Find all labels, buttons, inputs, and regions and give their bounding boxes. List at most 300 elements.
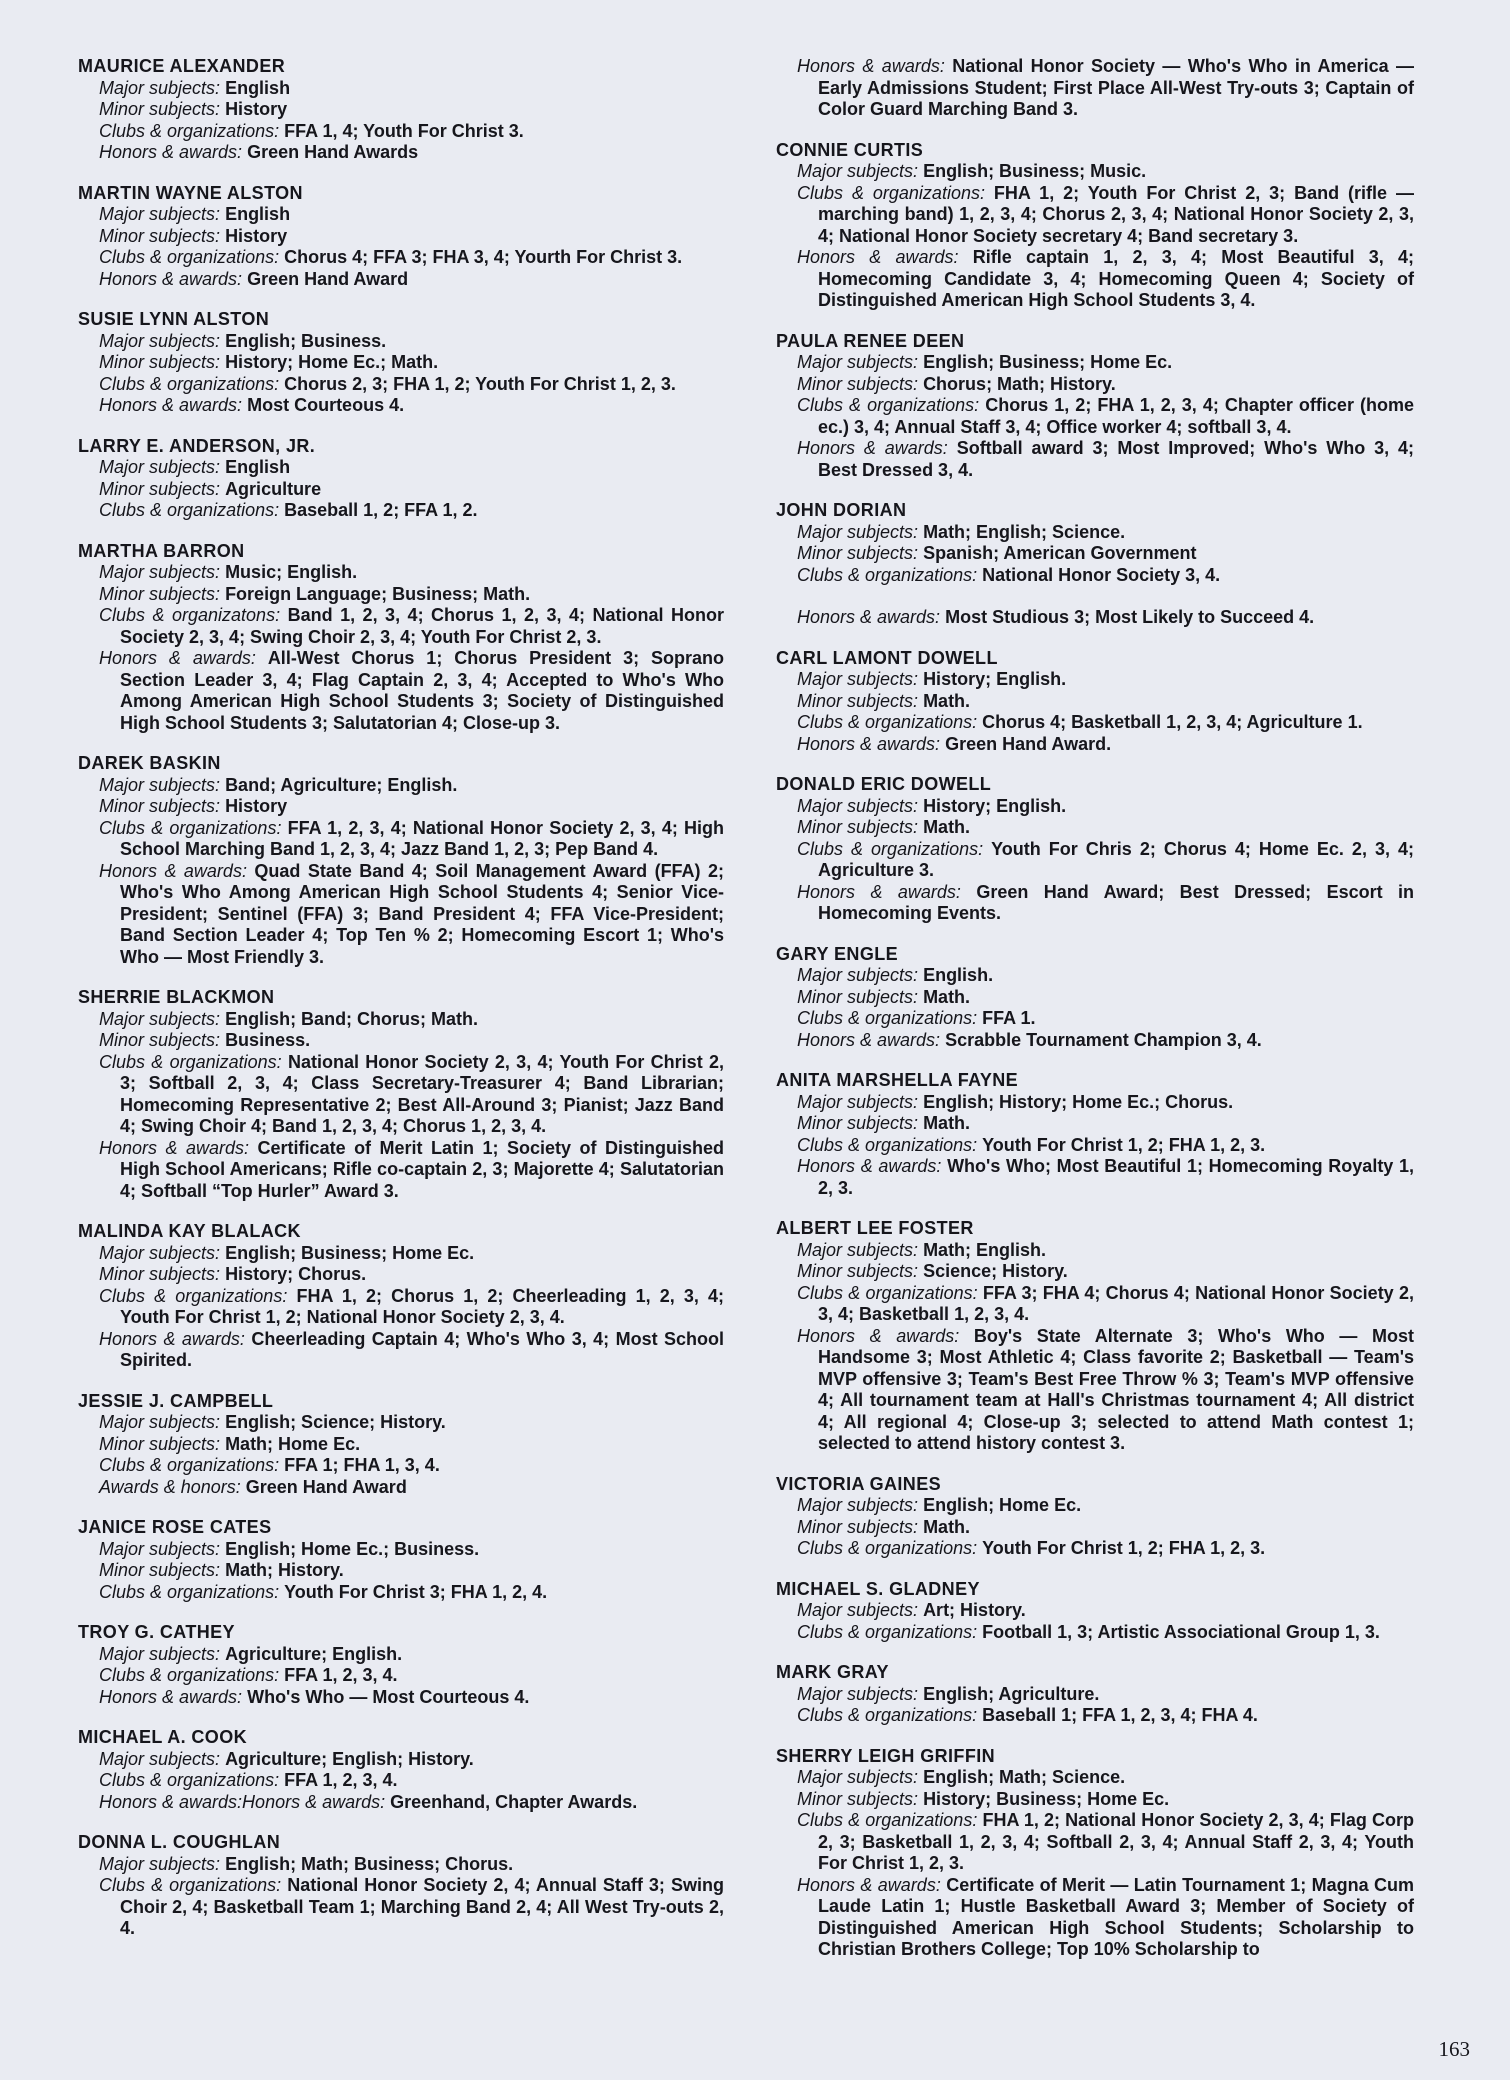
- field-line: [78, 99, 724, 121]
- field-line: [78, 1665, 724, 1687]
- field-line: [776, 1875, 1414, 1961]
- field-line: [776, 987, 1414, 1009]
- page-number: 163: [1438, 2037, 1470, 2061]
- field-value: English: [225, 77, 291, 98]
- field-value: English: [225, 204, 291, 224]
- field-label: Major subjects:: [99, 1538, 221, 1559]
- field-value: Foreign Language; Business; Math.: [225, 583, 531, 604]
- field-label: Minor subjects:: [797, 1113, 919, 1133]
- field-line: [78, 500, 724, 522]
- field-label: Honors & awards:: [797, 1029, 941, 1050]
- student-name: ALBERT LEE FOSTER: [776, 1218, 974, 1238]
- field-value: Chorus 1, 2; FHA 1, 2, 3, 4; Chapter officer (home ec.) 3, 4; Annual Staff 3, 4; Office worker 4; softball 3, 4.: [818, 395, 1414, 437]
- student-entry-donna-l-coughlan: [78, 1832, 724, 1940]
- field-value: English: [225, 457, 291, 477]
- field-line: [78, 1243, 724, 1265]
- field-line: [776, 1113, 1414, 1135]
- field-value: English; Business; Music.: [923, 161, 1147, 181]
- field-line: [776, 565, 1414, 587]
- field-value: Most Courteous 4.: [247, 395, 405, 415]
- field-label: Clubs & organizations:: [99, 817, 282, 838]
- field-line: [776, 395, 1414, 438]
- field-line: [78, 226, 724, 248]
- student-name: MARTHA BARRON: [78, 540, 245, 561]
- field-value: History; Business; Home Ec.: [923, 1788, 1170, 1809]
- field-line: [776, 691, 1414, 713]
- field-label: Clubs & organizations:: [99, 247, 280, 267]
- field-value: Agriculture; English; History.: [225, 1748, 474, 1769]
- field-label: Clubs & organizations:: [797, 1621, 978, 1642]
- student-name: CARL LAMONT DOWELL: [776, 647, 998, 668]
- field-label: Honors & awards:: [797, 247, 959, 267]
- field-line: [776, 1600, 1414, 1622]
- field-label: Minor subjects:: [99, 99, 221, 119]
- field-line: [78, 457, 724, 479]
- field-value: Green Hand Awards: [247, 142, 419, 162]
- field-line: [78, 1539, 724, 1561]
- field-value: English; Agriculture.: [923, 1683, 1100, 1704]
- field-label: Honors & awards:: [797, 438, 948, 458]
- field-line: [78, 584, 724, 606]
- field-label: Major subjects:: [797, 1683, 919, 1704]
- field-value: Science; History.: [923, 1261, 1068, 1281]
- student-entry-troy-g-cathey: [78, 1622, 724, 1708]
- student-entry-malinda-kay-blalack: [78, 1221, 724, 1372]
- student-name: MARK GRAY: [776, 1662, 889, 1682]
- field-value: English; Home Ec.; Business.: [225, 1538, 480, 1559]
- field-value: Music; English.: [225, 562, 358, 582]
- field-line: [776, 1622, 1414, 1644]
- field-label: Honors & awards:: [99, 395, 243, 415]
- field-value: Softball award 3; Most Improved; Who's Who 3, 4; Best Dressed 3, 4.: [818, 438, 1414, 480]
- left-column: [78, 0, 724, 1959]
- field-value: Math.: [923, 817, 971, 837]
- field-label: Clubs & organizations:: [797, 1705, 978, 1725]
- student-name: SHERRIE BLACKMON: [78, 987, 275, 1007]
- field-label: Clubs & organizations:: [99, 500, 280, 520]
- field-line: [78, 1582, 724, 1604]
- field-label: Clubs & organizations:: [797, 564, 978, 585]
- field-label: Minor subjects:: [797, 1516, 919, 1537]
- field-label: Major subjects:: [99, 1748, 221, 1769]
- field-line: [776, 965, 1414, 987]
- student-entry-carl-lamont-dowell: [776, 648, 1414, 756]
- field-value: FFA 1.: [982, 1008, 1036, 1028]
- field-value: Math.: [923, 1113, 971, 1133]
- field-label: Honors & awards:: [797, 1156, 942, 1176]
- field-line: [776, 374, 1414, 396]
- field-label: Major subjects:: [99, 1008, 221, 1029]
- field-value: English; Science; History.: [225, 1412, 446, 1432]
- field-value: History; English.: [923, 795, 1067, 816]
- field-line: [78, 861, 724, 969]
- field-label: Clubs & organizations:: [797, 1282, 978, 1303]
- field-line: [776, 1135, 1414, 1157]
- field-value: Youth For Christ 3; FHA 1, 2, 4.: [284, 1581, 548, 1602]
- student-name: JOHN DORIAN: [776, 500, 907, 520]
- field-label: Honors & awards:Honors & awards:: [99, 1791, 386, 1812]
- field-label: Minor subjects:: [99, 225, 221, 246]
- field-label: Minor subjects:: [99, 583, 221, 604]
- field-label: Honors & awards:: [797, 1325, 960, 1346]
- field-value: History; English.: [923, 669, 1067, 689]
- student-name: CONNIE CURTIS: [776, 139, 924, 160]
- field-line: [78, 1434, 724, 1456]
- field-line: [776, 669, 1414, 691]
- field-line: [776, 1517, 1414, 1539]
- field-line: [776, 1684, 1414, 1706]
- field-label: Clubs & organizations:: [99, 1455, 280, 1475]
- field-line: [78, 1875, 724, 1940]
- field-label: Minor subjects:: [797, 986, 919, 1007]
- field-line: [78, 648, 724, 734]
- field-line: [776, 247, 1414, 312]
- field-line: [776, 839, 1414, 882]
- field-value: English; History; Home Ec.; Chorus.: [923, 1091, 1234, 1112]
- field-label: Major subjects:: [99, 562, 221, 582]
- field-label: Honors & awards:: [797, 1874, 941, 1895]
- student-name: GARY ENGLE: [776, 943, 899, 964]
- student-name: MICHAEL S. GLADNEY: [776, 1578, 980, 1599]
- field-value: English; Band; Chorus; Math.: [225, 1008, 479, 1029]
- field-line: [78, 1560, 724, 1582]
- field-line: [776, 1705, 1414, 1727]
- student-entry-connie-curtis: [776, 140, 1414, 312]
- field-label: Major subjects:: [99, 1853, 221, 1874]
- student-entry-martha-barron: [78, 541, 724, 735]
- field-line: [78, 395, 724, 417]
- field-label: Minor subjects:: [797, 1788, 919, 1809]
- field-label: Major subjects:: [99, 774, 221, 795]
- student-entry-michael-s-gladney: [776, 1579, 1414, 1644]
- field-label: Major subjects:: [797, 965, 919, 985]
- field-value: Scrabble Tournament Champion 3, 4.: [945, 1029, 1262, 1050]
- field-label: Major subjects:: [797, 161, 919, 181]
- field-label: Clubs & organizatons:: [99, 605, 281, 625]
- field-line: [776, 352, 1414, 374]
- field-label: Clubs & organizations:: [797, 182, 985, 203]
- field-label: Major subjects:: [99, 330, 221, 351]
- field-label: Minor subjects:: [797, 690, 919, 711]
- field-label: Honors & awards:: [99, 860, 247, 881]
- student-name: MARTIN WAYNE ALSTON: [78, 182, 303, 203]
- field-value: FHA 1, 2; National Honor Society 2, 3, 4; Flag Corp 2, 3; Basketball 1, 2, 3, 4; Softball 2, 3, 4; Annual Staff 2, 3, 4; Youth For Christ 1, 2, 3.: [818, 1810, 1414, 1873]
- field-value: Rifle captain 1, 2, 3, 4; Most Beautiful 3, 4; Homecoming Candidate 3, 4; Homecoming Queen 4; Society of Distinguished American High School Students 3, 4.: [818, 247, 1414, 310]
- field-line: [78, 562, 724, 584]
- field-line: [776, 1008, 1414, 1030]
- field-label: Minor subjects:: [797, 373, 919, 394]
- field-line: [776, 1156, 1414, 1199]
- field-value: English; Business; Home Ec.: [225, 1242, 475, 1263]
- field-value: Green Hand Award: [247, 268, 409, 289]
- field-label: Major subjects:: [99, 77, 221, 98]
- field-label: Honors & awards:: [797, 56, 945, 76]
- student-name: TROY G. CATHEY: [78, 1622, 235, 1642]
- field-value: FFA 1, 2, 3, 4.: [284, 1665, 398, 1685]
- field-line: [78, 1264, 724, 1286]
- field-line: [776, 56, 1414, 121]
- field-value: Certificate of Merit Latin 1; Society of Distinguished High School Americans; Rifle co-captain 2, 3; Majorette 4; Salutatorian 4; Softball “Top Hurler” Award 3.: [120, 1137, 725, 1201]
- field-line: [78, 269, 724, 291]
- spacer: [776, 586, 1414, 607]
- field-label: Awards & honors:: [99, 1476, 241, 1497]
- field-line: [78, 1455, 724, 1477]
- field-line: [78, 818, 724, 861]
- field-line: [78, 1052, 724, 1138]
- field-label: Major subjects:: [797, 352, 919, 372]
- student-name: JESSIE J. CAMPBELL: [78, 1390, 274, 1411]
- field-label: Minor subjects:: [797, 543, 919, 563]
- field-value: Math; English; Science.: [923, 521, 1126, 542]
- field-value: Green Hand Award: [245, 1476, 407, 1497]
- field-value: Band; Agriculture; English.: [225, 774, 458, 795]
- field-line: [78, 775, 724, 797]
- student-entry-mark-gray: [776, 1662, 1414, 1727]
- field-value: National Honor Society 2, 4; Annual Staff 3; Swing Choir 2, 4; Basketball Team 1; Marching Band 2, 4; All West Try-outs 2, 4.: [120, 1875, 724, 1938]
- field-line: [78, 352, 724, 374]
- student-name: SHERRY LEIGH GRIFFIN: [776, 1745, 996, 1766]
- field-line: [78, 374, 724, 396]
- field-line: [776, 1092, 1414, 1114]
- field-value: English.: [923, 965, 994, 985]
- field-value: Math.: [923, 690, 971, 711]
- field-value: Business.: [225, 1030, 311, 1050]
- field-label: Clubs & organizations:: [99, 120, 280, 141]
- field-label: Clubs & organizations:: [99, 1665, 280, 1685]
- field-label: Major subjects:: [797, 795, 919, 816]
- field-value: FHA 1, 2; Youth For Christ 2, 3; Band (rifle — marching band) 1, 2, 3, 4; Chorus 2, 3, 4; National Honor Society 2, 3, 4; National Honor Society secretary 4; Band secretary 3.: [818, 182, 1414, 246]
- right-column: [776, 0, 1414, 1980]
- field-line: [776, 817, 1414, 839]
- field-value: Chorus 4; FFA 3; FHA 3, 4; Yourth For Christ 3.: [284, 247, 683, 267]
- field-line: [78, 121, 724, 143]
- field-label: Honors & awards:: [99, 1137, 250, 1158]
- field-value: History: [225, 99, 288, 119]
- field-value: Art; History.: [923, 1600, 1026, 1620]
- field-label: Major subjects:: [797, 1600, 919, 1620]
- field-label: Major subjects:: [99, 1643, 221, 1664]
- field-value: National Honor Society 2, 3, 4; Youth For Christ 2, 3; Softball 2, 3, 4; Class Secretary-Treasurer 4; Band Librarian; Homecoming Representative 2; Best All-Around 3; Pianist; Jazz Band 4; Swing Choir 4; Band 1, 2, 3, 4; Chorus 1, 2, 3, 4.: [120, 1051, 724, 1136]
- student-entry-donald-eric-dowell: [776, 774, 1414, 925]
- field-label: Clubs & organizations:: [797, 1810, 978, 1830]
- field-line: [776, 1767, 1414, 1789]
- field-label: Clubs & organizations:: [797, 395, 980, 415]
- student-name: LARRY E. ANDERSON, JR.: [78, 435, 316, 456]
- field-value: English; Math; Science.: [923, 1767, 1126, 1787]
- field-value: Youth For Christ 1, 2; FHA 1, 2, 3.: [982, 1538, 1266, 1558]
- field-value: English; Home Ec.: [923, 1495, 1082, 1515]
- field-value: Chorus 2, 3; FHA 1, 2; Youth For Christ 1, 2, 3.: [284, 373, 676, 394]
- field-line: [776, 1810, 1414, 1875]
- student-entry-sherry-leigh-griffin: [776, 1746, 1414, 1961]
- field-value: Chorus 4; Basketball 1, 2, 3, 4; Agriculture 1.: [982, 712, 1363, 732]
- student-entry-paula-renee-deen: [776, 331, 1414, 482]
- student-name: DONNA L. COUGHLAN: [78, 1832, 281, 1852]
- field-value: Chorus; Math; History.: [923, 373, 1116, 394]
- student-entry-darek-baskin: [78, 753, 724, 968]
- field-value: Math; Home Ec.: [225, 1433, 361, 1454]
- field-line: [776, 1495, 1414, 1517]
- field-label: Honors & awards:: [99, 1686, 243, 1707]
- student-entry-janice-rose-cates: [78, 1517, 724, 1603]
- field-value: Youth For Christ 1, 2; FHA 1, 2, 3.: [982, 1134, 1266, 1155]
- field-line: [78, 1138, 724, 1203]
- field-value: Quad State Band 4; Soil Management Award (FFA) 2; Who's Who Among American High School Students 4; Senior Vice-President; Sentinel (FFA) 3; Band President 4; FFA Vice-President; Band Section Leader 4; Top Ten % 2; Homecoming Escort 1; Who's Who — Most Friendly 3.: [120, 860, 725, 967]
- field-value: History; Home Ec.; Math.: [225, 352, 439, 372]
- field-line: [78, 1854, 724, 1876]
- field-line: [78, 1030, 724, 1052]
- field-label: Clubs & organizations:: [99, 1581, 280, 1602]
- field-label: Clubs & organizations:: [797, 838, 984, 859]
- student-name: DAREK BASKIN: [78, 753, 221, 773]
- field-value: Math.: [923, 986, 971, 1007]
- field-line: [776, 1538, 1414, 1560]
- field-label: Honors & awards:: [99, 648, 256, 668]
- field-value: Who's Who; Most Beautiful 1; Homecoming Royalty 1, 2, 3.: [818, 1156, 1414, 1198]
- field-line: [78, 1749, 724, 1771]
- student-name: ANITA MARSHELLA FAYNE: [776, 1070, 1019, 1090]
- field-value: Green Hand Award.: [945, 733, 1112, 754]
- student-entry-sherrie-blackmon: [78, 987, 724, 1202]
- field-line: [78, 142, 724, 164]
- field-line: [78, 1009, 724, 1031]
- field-label: Major subjects:: [99, 1412, 221, 1432]
- field-line: [776, 522, 1414, 544]
- field-line: [776, 607, 1414, 629]
- field-line: [78, 204, 724, 226]
- field-line: [78, 1687, 724, 1709]
- field-line: [776, 183, 1414, 248]
- field-line: [78, 1477, 724, 1499]
- student-name: DONALD ERIC DOWELL: [776, 774, 992, 794]
- student-name: MICHAEL A. COOK: [78, 1727, 248, 1747]
- student-name: JANICE ROSE CATES: [78, 1517, 272, 1537]
- student-entry-john-dorian: [776, 500, 1414, 629]
- field-line: [776, 734, 1414, 756]
- field-value: Football 1, 3; Artistic Associational Group 1, 3.: [982, 1621, 1380, 1642]
- field-value: English; Math; Business; Chorus.: [225, 1853, 514, 1874]
- continued-entry: [776, 56, 1414, 121]
- field-label: Minor subjects:: [99, 352, 221, 372]
- field-value: Baseball 1; FFA 1, 2, 3, 4; FHA 4.: [982, 1705, 1258, 1725]
- field-label: Honors & awards:: [99, 142, 243, 162]
- field-label: Major subjects:: [797, 521, 919, 542]
- field-label: Clubs & organizations:: [797, 1008, 978, 1028]
- field-line: [776, 796, 1414, 818]
- field-value: FFA 1, 2, 3, 4.: [284, 1770, 398, 1790]
- field-value: Boy's State Alternate 3; Who's Who — Most Handsome 3; Most Athletic 4; Class favorite 2; Basketball — Team's MVP offensive 3; Team's Best Free Throw % 3; Team's MVP offensive 4; All tournament team at Hall's Christmas tournament 4; All district 4; All regional 4; Close-up 3; selected to attend Math contest 1; selected to attend history contest 3.: [818, 1325, 1414, 1453]
- field-label: Major subjects:: [797, 1495, 919, 1515]
- field-label: Major subjects:: [99, 204, 221, 224]
- field-line: [78, 1412, 724, 1434]
- student-entry-martin-wayne-alston: [78, 183, 724, 291]
- field-line: [776, 161, 1414, 183]
- field-line: [78, 1644, 724, 1666]
- field-value: Baseball 1, 2; FFA 1, 2.: [284, 500, 478, 520]
- field-value: Math.: [923, 1516, 971, 1537]
- field-line: [78, 605, 724, 648]
- field-label: Minor subjects:: [99, 1560, 221, 1580]
- field-label: Honors & awards:: [797, 607, 941, 627]
- student-entry-michael-a-cook: [78, 1727, 724, 1813]
- field-line: [776, 1326, 1414, 1455]
- field-line: [78, 1770, 724, 1792]
- field-line: [78, 78, 724, 100]
- field-value: Agriculture; English.: [225, 1643, 403, 1664]
- field-line: [78, 479, 724, 501]
- field-label: Clubs & organizations:: [99, 1051, 282, 1072]
- field-label: Major subjects:: [797, 1767, 919, 1787]
- field-label: Minor subjects:: [797, 817, 919, 837]
- field-value: Who's Who — Most Courteous 4.: [247, 1686, 530, 1707]
- field-line: [776, 1261, 1414, 1283]
- student-name: MALINDA KAY BLALACK: [78, 1221, 301, 1241]
- field-value: Greenhand, Chapter Awards.: [390, 1791, 638, 1812]
- student-name: PAULA RENEE DEEN: [776, 330, 965, 351]
- field-label: Minor subjects:: [797, 1261, 919, 1281]
- field-value: Cheerleading Captain 4; Who's Who 3, 4; Most School Spirited.: [120, 1328, 724, 1370]
- field-value: History: [225, 796, 288, 816]
- field-label: Minor subjects:: [99, 796, 221, 816]
- student-entry-maurice-alexander: [78, 56, 724, 164]
- field-line: [776, 1030, 1414, 1052]
- field-value: FHA 1, 2; Chorus 1, 2; Cheerleading 1, 2, 3, 4; Youth For Christ 1, 2; National Honor Society 2, 3, 4.: [120, 1285, 724, 1327]
- field-value: Most Studious 3; Most Likely to Succeed 4.: [945, 607, 1315, 627]
- field-label: Honors & awards:: [99, 268, 243, 289]
- student-entry-gary-engle: [776, 944, 1414, 1052]
- field-line: [776, 1283, 1414, 1326]
- field-value: FFA 1; FHA 1, 3, 4.: [284, 1455, 440, 1475]
- field-label: Honors & awards:: [797, 881, 961, 902]
- field-value: National Honor Society — Who's Who in America — Early Admissions Student; First Place All-West Try-outs 3; Captain of Color Guard Marching Band 3.: [818, 56, 1414, 119]
- field-value: Math; History.: [225, 1560, 344, 1580]
- student-entry-albert-lee-foster: [776, 1218, 1414, 1455]
- field-value: FFA 1, 2, 3, 4; National Honor Society 2, 3, 4; High School Marching Band 1, 2, 3, 4; Jazz Band 1, 2, 3; Pep Band 4.: [120, 817, 724, 859]
- field-line: [776, 1240, 1414, 1262]
- field-line: [78, 331, 724, 353]
- field-value: English; Business; Home Ec.: [923, 352, 1173, 372]
- student-entry-larry-e-anderson-jr: [78, 436, 724, 522]
- student-entry-anita-marshella-fayne: [776, 1070, 1414, 1199]
- field-label: Clubs & organizations:: [99, 1770, 280, 1790]
- field-value: Math; English.: [923, 1239, 1047, 1260]
- field-label: Minor subjects:: [99, 1264, 221, 1284]
- field-line: [776, 438, 1414, 481]
- student-name: SUSIE LYNN ALSTON: [78, 309, 270, 329]
- student-name: MAURICE ALEXANDER: [78, 56, 286, 76]
- field-value: All-West Chorus 1; Chorus President 3; Soprano Section Leader 3, 4; Flag Captain 2, 3, 4; Accepted to Who's Who Among American High School Students 3; Society of Distinguished High School Students 3; Salutatorian 4; Close-up 3.: [120, 648, 724, 733]
- field-line: [776, 543, 1414, 565]
- field-value: Youth For Chris 2; Chorus 4; Home Ec. 2, 3, 4; Agriculture 3.: [818, 838, 1414, 880]
- field-line: [776, 712, 1414, 734]
- field-label: Major subjects:: [797, 669, 919, 689]
- field-label: Minor subjects:: [99, 1030, 221, 1050]
- field-value: Certificate of Merit — Latin Tournament 1; Magna Cum Laude Latin 1; Hustle Basketball Award 3; Member of Society of Distinguished American High School Students; Scholarship to Christian Brothers College; Top 10% Scholarship to: [818, 1874, 1414, 1959]
- field-value: History: [225, 225, 288, 246]
- field-value: Agriculture: [225, 478, 322, 499]
- field-label: Clubs & organizations:: [99, 1285, 288, 1306]
- field-line: [78, 247, 724, 269]
- field-line: [78, 1792, 724, 1814]
- field-label: Major subjects:: [797, 1091, 919, 1112]
- student-entry-victoria-gaines: [776, 1474, 1414, 1560]
- field-value: National Honor Society 3, 4.: [982, 564, 1221, 585]
- field-label: Clubs & organizations:: [797, 1538, 978, 1558]
- field-label: Clubs & organizations:: [797, 1134, 978, 1155]
- field-label: Clubs & organizations:: [99, 1875, 282, 1895]
- field-label: Clubs & organizations:: [797, 712, 978, 732]
- field-label: Minor subjects:: [99, 1433, 221, 1454]
